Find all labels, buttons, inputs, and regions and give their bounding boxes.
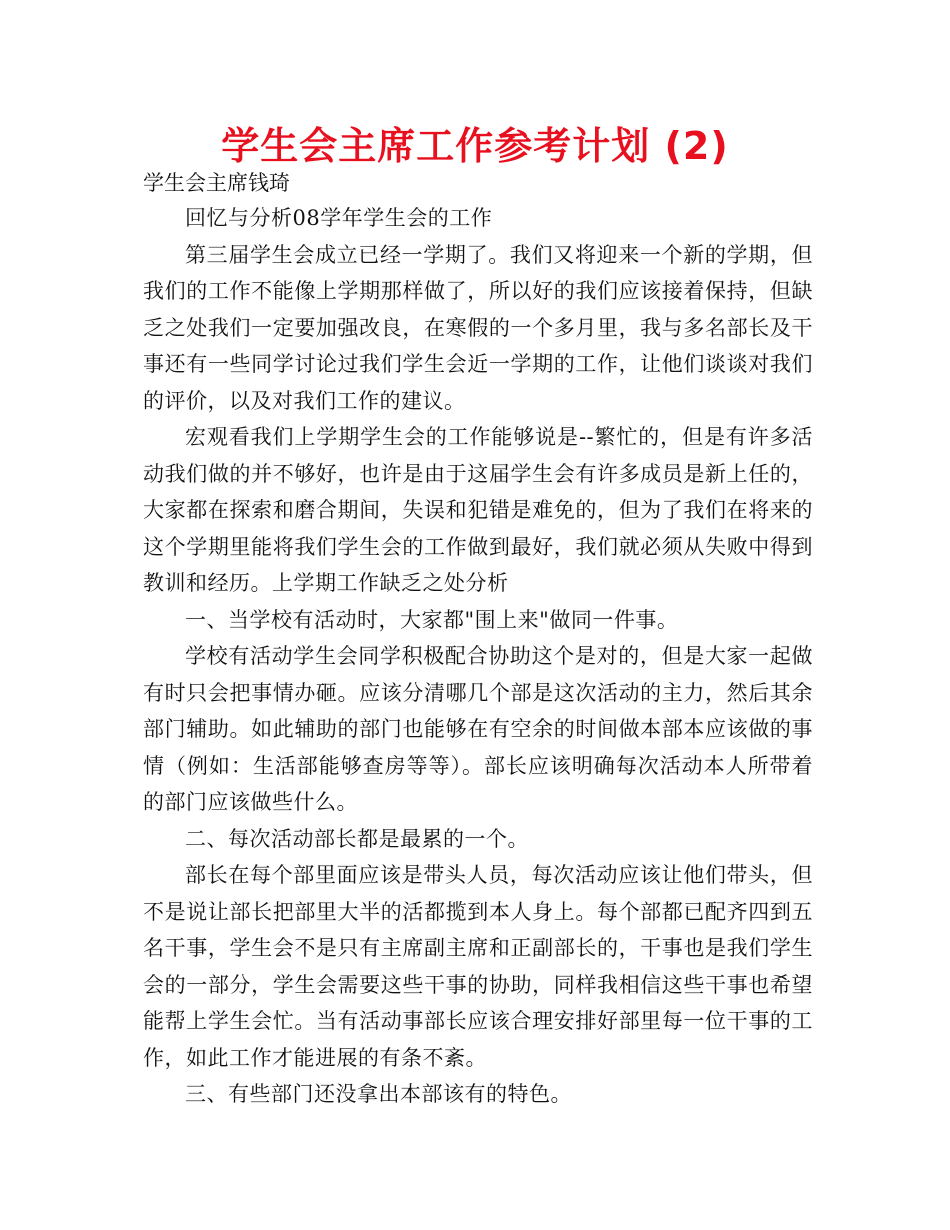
- section-heading: 三、有些部门还没拿出本部该有的特色。: [185, 1082, 572, 1106]
- document-title: 学生会主席工作参考计划 (2): [221, 124, 729, 168]
- paragraph: 学校有活动学生会同学积极配合协助这个是对的，但是大家一起做有时只会把事情办砸。应该分清哪几个部是这次活动的主力，然后其余部门辅助。如此辅助的部门也能够在有空余的时间做本部本应该做的事情（例如：生活部能够查房等等）。部长应该明确每次活动本人所带着的部门应该做些什么。: [143, 644, 813, 814]
- paragraph-heading: 回忆与分析08学年学生会的工作: [185, 206, 493, 230]
- paragraph: 宏观看我们上学期学生会的工作能够说是--繁忙的，但是有许多活动我们做的并不够好，也许是由于这届学生会有许多成员是新上任的，大家都在探索和磨合期间，失误和犯错是难免的，但为了我们在将来的这个学期里能将我们学生会的工作做到最好，我们就必须从失败中得到教训和经历。上学期工作缺乏之处分析: [143, 425, 813, 595]
- paragraph: 部长在每个部里面应该是带头人员，每次活动应该让他们带头，但不是说让部长把部里大半的活都揽到本人身上。每个部都已配齐四到五名干事，学生会不是只有主席副主席和正副部长的，干事也是我们学生会的一部分，学生会需要这些干事的协助，同样我相信这些干事也希望能帮上学生会忙。当有活动事部长应该合理安排好部里每一位干事的工作，如此工作才能进展的有条不紊。: [143, 863, 813, 1070]
- section-heading: 二、每次活动部长都是最累的一个。: [185, 826, 529, 851]
- author-line: 学生会主席钱琦: [143, 171, 290, 195]
- document-body: [143, 200, 813, 1113]
- section-heading: 一、当学校有活动时，大家都"围上来"做同一件事。: [185, 607, 679, 632]
- paragraph: 第三届学生会成立已经一学期了。我们又将迎来一个新的学期，但我们的工作不能像上学期那样做了，所以好的我们应该接着保持，但缺乏之处我们一定要加强改良，在寒假的一个多月里，我与多名部长及干事还有一些同学讨论过我们学生会近一学期的工作，让他们谈谈对我们的评价，以及对我们工作的建议。: [143, 242, 813, 413]
